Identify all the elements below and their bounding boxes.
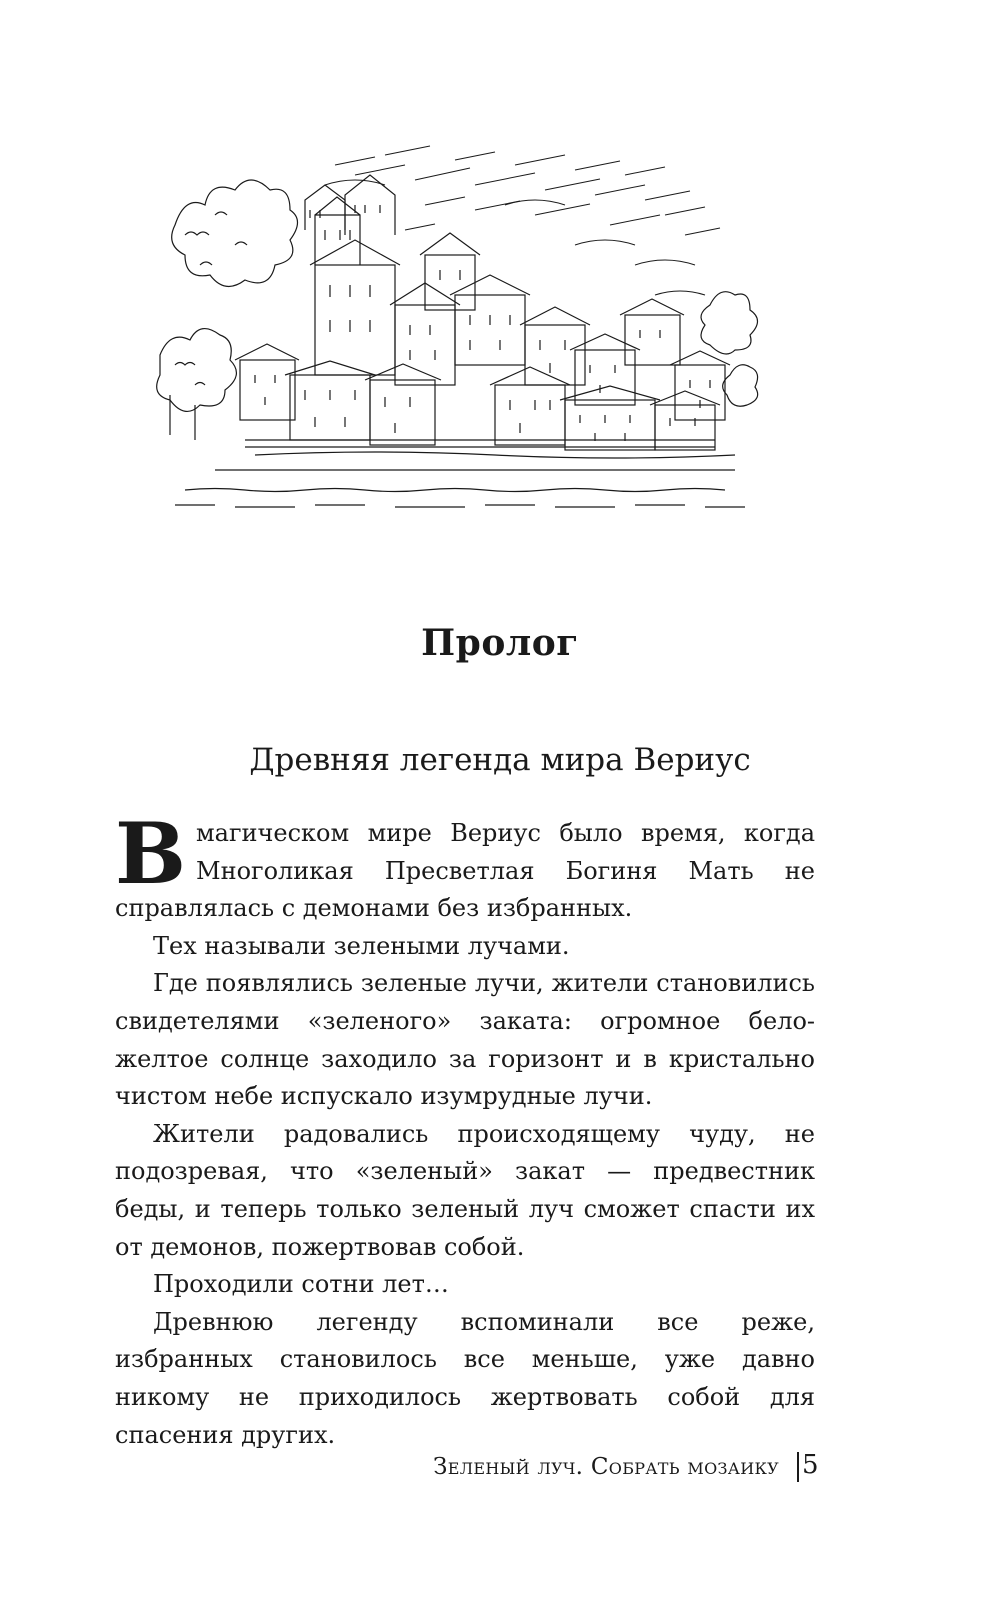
chapter-subtitle: Древняя легенда мира Вериус [249, 742, 751, 778]
running-title: Зеленый луч. Собрать мозаику [433, 1454, 779, 1480]
paragraph-2: Тех называли зелеными лучами. [153, 931, 570, 960]
buildings [235, 233, 730, 450]
chapter-title: Пролог [421, 622, 579, 664]
paragraph-6: Древнюю легенду вспоминали все реже, избранных становилось все меньше, уже давно никому не приходилось жертвовать собой для спасения других. [115, 1307, 815, 1449]
body-text [115, 804, 815, 1454]
trees-left [157, 180, 298, 440]
paragraph-4: Жители радовались происходящему чуду, не подозревая, что «зеленый» закат — предвестник беды, и теперь только зеленый луч сможет спасти их от демонов, пожертвовав собой. [115, 1119, 815, 1261]
paragraph-3: Где появлялись зеленые лучи, жители становились свидетелями «зеленого» заката: огромное бело-желтое солнце заходило за горизонт и в кристально чистом небе испускало изумрудные лучи. [115, 969, 815, 1111]
sky-hatching [325, 146, 720, 295]
trees-right [701, 292, 758, 407]
town-illustration [155, 135, 765, 520]
page-number: 5 [802, 1450, 819, 1480]
running-footer [433, 1452, 815, 1482]
castle [305, 175, 395, 265]
paragraph-1 [115, 804, 815, 928]
paragraph-5: Проходили сотни лет… [153, 1270, 449, 1299]
paragraph-1-text: магическом мире Вериус было время, когда Многоликая Пресветлая Богиня Мать не справлялась с демонами без избранных. [115, 819, 815, 923]
drop-cap: В [115, 804, 186, 903]
footer-separator [797, 1452, 799, 1482]
